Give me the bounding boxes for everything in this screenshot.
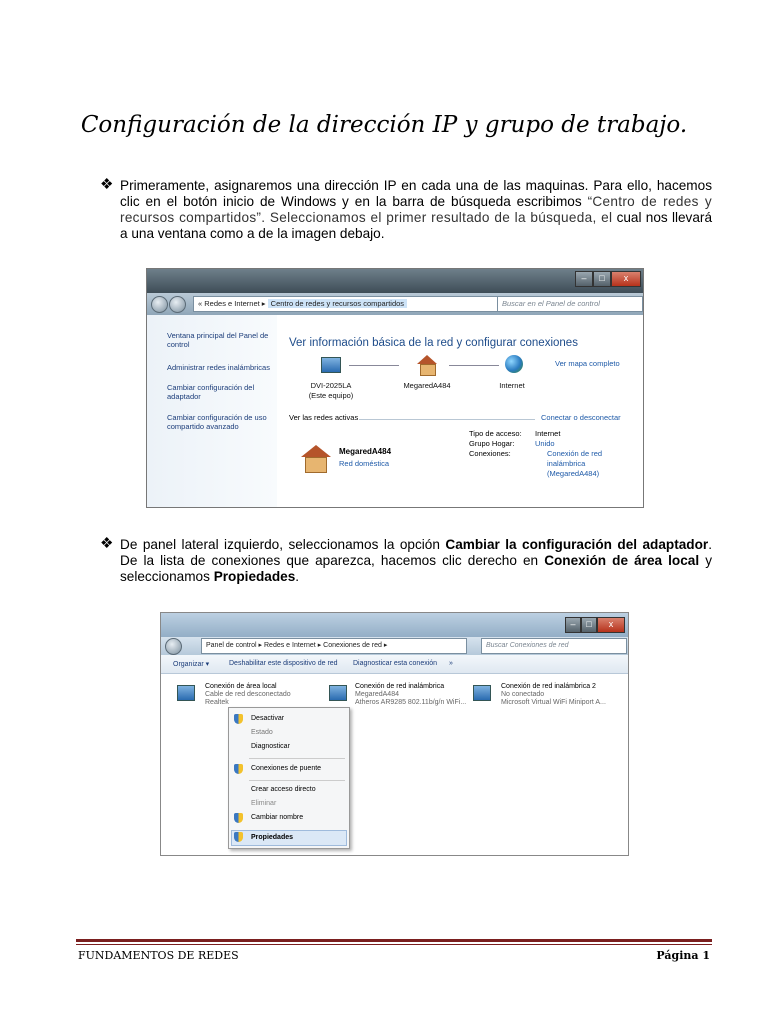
side-link-wireless[interactable]: Administrar redes inalámbricas (167, 363, 270, 372)
footer-page: Página 1 (656, 949, 710, 962)
side-link-home[interactable]: Ventana principal del Panel de control (167, 331, 269, 349)
side-link-adapter[interactable]: Cambiar configuración del adaptador (167, 383, 255, 401)
active-networks-label: Ver las redes activas (289, 413, 359, 422)
search-input[interactable]: Buscar Conexiones de red (481, 638, 627, 654)
home-network-icon (301, 445, 331, 457)
details-keys: Tipo de acceso: Grupo Hogar: Conexiones: (469, 429, 522, 458)
paragraph-2: ❖ De panel lateral izquierdo, seleccionamos la opción Cambiar la configuración del adaptador. De la lista de conexiones que aparezca, hacemos clic derecho en Conexión de área local y seleccionamos Propiedades. (100, 535, 713, 584)
menu-disable[interactable]: Desactivar (251, 715, 285, 722)
organize-button[interactable]: Organizar ▾ (173, 661, 210, 668)
connection-lan[interactable]: Conexión de área local Cable de red desconectado Realtek (205, 683, 291, 706)
internet-label: Internet (499, 381, 525, 390)
network-name: MegaredA484 (339, 447, 392, 456)
breadcrumb[interactable]: « Redes e Internet ▸ Centro de redes y recursos compartidos (193, 296, 499, 312)
details-values: Internet Unido Conexión de red inalámbrica (MegaredA484) (535, 429, 635, 479)
toolbar (161, 655, 628, 674)
diagnose-button[interactable]: Diagnosticar esta conexión (353, 660, 438, 667)
menu-status[interactable]: Estado (251, 729, 273, 736)
network-type-link[interactable]: Red doméstica (339, 459, 390, 468)
ethernet-icon (177, 685, 195, 701)
globe-icon (505, 355, 523, 373)
connection-link[interactable]: Conexión de red inalámbrica (MegaredA484) (547, 449, 603, 478)
footer-rule-thin (76, 944, 712, 945)
shield-icon (234, 813, 243, 823)
connection-wireless[interactable]: Conexión de red inalámbrica MegaredA484 Atheros AR9285 802.11b/g/n WiFi... (355, 683, 467, 706)
pc-name: DVI-2025LA (310, 381, 352, 390)
router-name: MegaredA484 (403, 381, 451, 390)
shield-icon (234, 714, 243, 724)
footer-left: FUNDAMENTOS DE REDES (78, 949, 239, 962)
house-body (420, 364, 436, 376)
menu-bridge[interactable]: Conexiones de puente (251, 765, 322, 772)
document-title: Configuración de la dirección IP y grupo de trabajo. (80, 112, 688, 138)
connection-wireless-2[interactable]: Conexión de red inalámbrica 2 No conectado Microsoft Virtual WiFi Miniport A... (501, 683, 606, 706)
minimize-button[interactable]: – (565, 617, 581, 633)
context-menu (228, 707, 350, 849)
footer-rule (76, 939, 712, 942)
network-center-screenshot (146, 268, 644, 508)
link-line (349, 365, 399, 366)
menu-properties[interactable]: Propiedades (251, 834, 294, 841)
link-line (449, 365, 499, 366)
bullet-icon: ❖ (100, 176, 114, 193)
menu-divider (249, 758, 345, 759)
wireless-2-icon (473, 685, 491, 701)
menu-rename[interactable]: Cambiar nombre (251, 814, 304, 821)
house-icon (417, 355, 437, 364)
side-link-sharing[interactable]: Cambiar configuración de uso compartido avanzado (167, 413, 267, 431)
paragraph-1-text: Primeramente, asignaremos una dirección IP en cada una de las maquinas. Para ello, hacemos clic en el botón inicio de Windows y en la barra de búsqueda escribimos (120, 178, 712, 209)
home-network-body (305, 457, 327, 473)
menu-shortcut[interactable]: Crear acceso directo (251, 786, 316, 793)
window-titlebar (147, 269, 643, 293)
computer-icon (321, 357, 341, 373)
main-heading: Ver información básica de la red y configurar conexiones (289, 337, 578, 349)
address-bar (161, 637, 628, 655)
menu-delete[interactable]: Eliminar (251, 800, 277, 807)
menu-divider (249, 780, 345, 781)
back-icon[interactable] (151, 296, 168, 313)
maximize-button[interactable]: □ (581, 617, 597, 633)
disable-button[interactable]: Deshabilitar este dispositivo de red (229, 660, 338, 667)
paragraph-1-quote: “Centro de redes y recursos compartidos”. Seleccionamos el primer resultado de la búsqueda, el (120, 194, 712, 225)
divider (359, 419, 535, 420)
paragraph-1 (100, 178, 712, 242)
forward-icon[interactable] (169, 296, 186, 313)
search-input[interactable]: Buscar en el Panel de control (497, 296, 643, 312)
close-button[interactable]: x (611, 271, 641, 287)
homegroup-link[interactable]: Unido (535, 439, 555, 448)
main-panel (277, 315, 643, 507)
address-bar (147, 293, 643, 315)
minimize-button[interactable]: – (575, 271, 593, 287)
window-titlebar (161, 613, 628, 637)
breadcrumb[interactable]: Panel de control ▸ Redes e Internet ▸ Conexiones de red ▸ (201, 638, 467, 654)
connect-link[interactable]: Conectar o desconectar (541, 413, 621, 422)
more-button[interactable]: » (449, 660, 453, 667)
shield-icon (234, 832, 243, 842)
menu-diagnose[interactable]: Diagnosticar (251, 743, 290, 750)
paragraph-1-end: cual nos llevará a una ventana como a de la imagen debajo. (120, 210, 712, 241)
wireless-icon (329, 685, 347, 701)
shield-icon (234, 764, 243, 774)
full-map-link[interactable]: Ver mapa completo (555, 359, 620, 368)
left-panel (147, 315, 277, 507)
pc-sub: (Este equipo) (308, 391, 354, 400)
maximize-button[interactable]: □ (593, 271, 611, 287)
close-button[interactable]: x (597, 617, 625, 633)
bullet-icon: ❖ (100, 535, 114, 552)
back-icon[interactable] (165, 638, 182, 655)
